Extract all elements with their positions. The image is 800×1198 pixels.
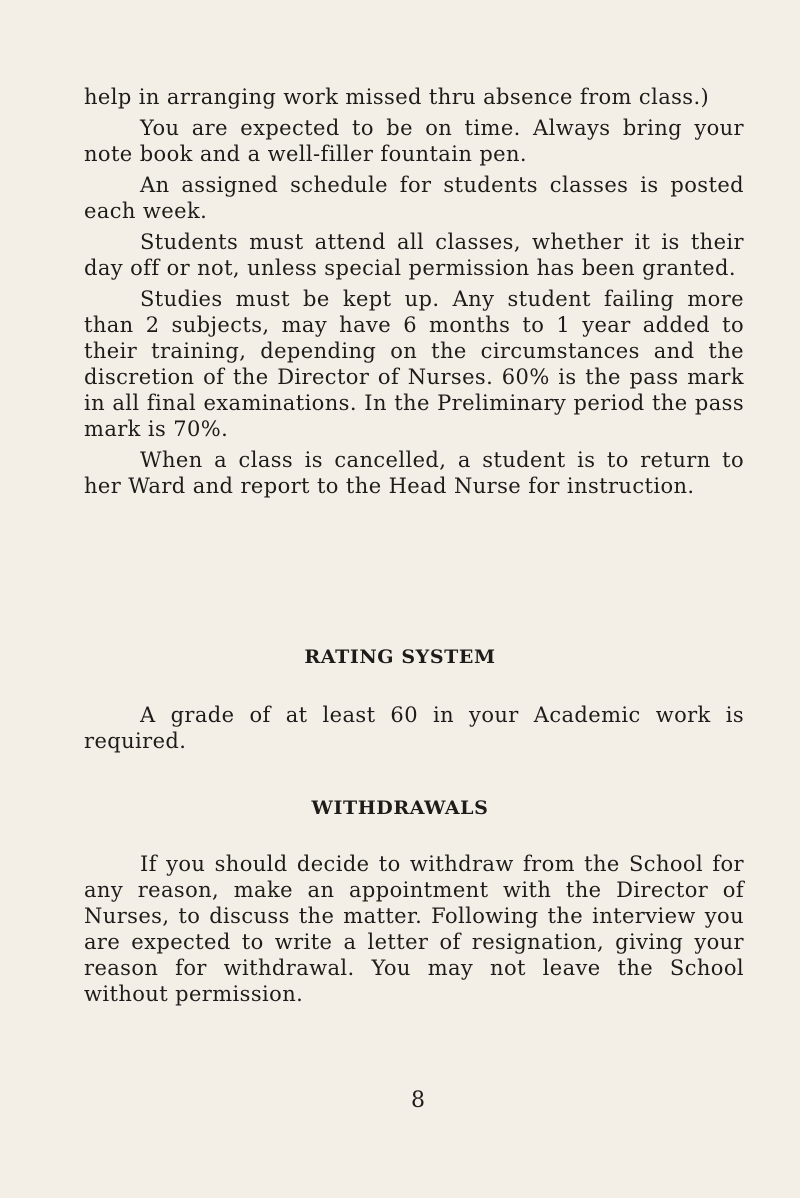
cancelled-class-paragraph: When a class is cancelled, a student is to return to her Ward and report to the Head Nurse for instruction. <box>84 448 744 498</box>
rating-system-heading: RATING SYSTEM <box>304 646 496 668</box>
page-number: 8 <box>411 1088 425 1113</box>
rating-system-paragraph: A grade of at least 60 in your Academic work is required. <box>84 703 744 753</box>
withdrawals-paragraph: If you should decide to withdraw from the School for any reason, make an appointment with the Director of Nurses, to discuss the matter. Following the interview you are expected to write a letter of resignation, giving your reason for withdrawal. You may not leave the School without permission. <box>84 852 744 1006</box>
withdrawals-heading: WITHDRAWALS <box>311 797 489 819</box>
rating-system-section <box>84 702 744 759</box>
studies-paragraph: Studies must be kept up. Any student failing more than 2 subjects, may have 6 months to 1 year added to their training, depending on the circumstances and the discretion of the Director of Nurses. 60% is the pass mark in all final examinations. In the Preliminary period the pass mark is 70%. <box>84 287 744 441</box>
attendance-paragraph: Students must attend all classes, whether it is their day off or not, unless special permission has been granted. <box>84 230 744 280</box>
class-rules-section <box>84 84 744 504</box>
punctuality-paragraph: You are expected to be on time. Always bring your note book and a well-filler fountain pen. <box>84 116 744 166</box>
schedule-paragraph: An assigned schedule for students classes is posted each week. <box>84 173 744 223</box>
continuation-paragraph: help in arranging work missed thru absence from class.) <box>84 85 710 109</box>
withdrawals-section <box>84 851 744 1012</box>
